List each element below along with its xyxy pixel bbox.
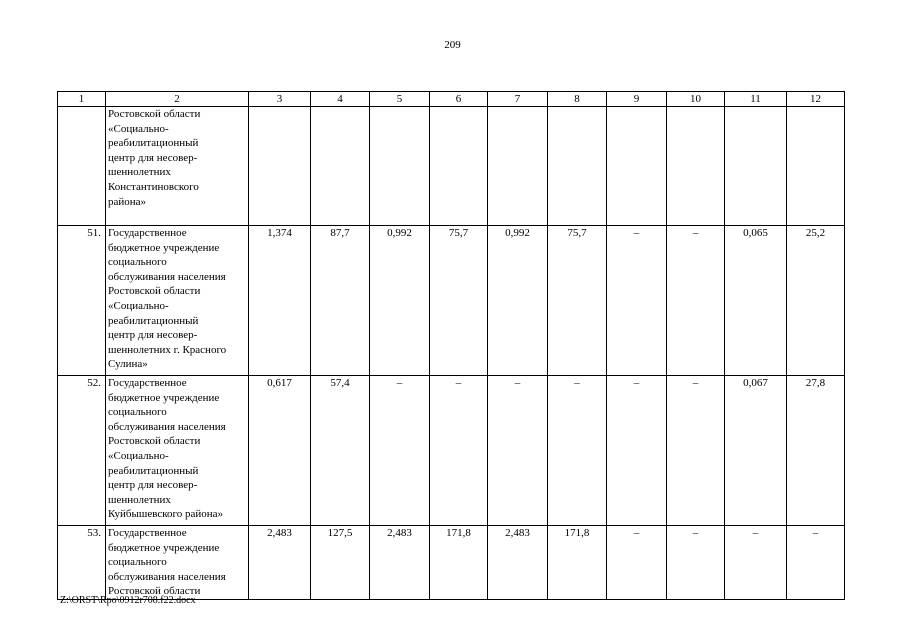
row-number: 53. — [58, 526, 106, 600]
value-cell: 27,8 — [787, 376, 845, 526]
value-cell: – — [488, 376, 548, 526]
value-cell: 87,7 — [311, 226, 370, 376]
value-cell — [488, 107, 548, 226]
institution-name: Государственное бюджетное учреждение социального обслуживания населения Ростовской области — [106, 526, 249, 600]
header-cell: 6 — [430, 92, 488, 107]
value-cell: 75,7 — [548, 226, 607, 376]
value-cell — [548, 107, 607, 226]
value-cell: – — [430, 376, 488, 526]
header-cell: 12 — [787, 92, 845, 107]
value-cell: – — [667, 526, 725, 600]
value-cell: 0,065 — [725, 226, 787, 376]
header-cell: 10 — [667, 92, 725, 107]
value-cell: 171,8 — [548, 526, 607, 600]
value-cell: 2,483 — [488, 526, 548, 600]
table-row — [58, 376, 845, 526]
value-cell: 75,7 — [430, 226, 488, 376]
value-cell: 0,992 — [370, 226, 430, 376]
file-path-footer: Z:\ORST\Rpo\0912r708.f22.docx — [60, 595, 196, 606]
value-cell — [607, 107, 667, 226]
value-cell: – — [607, 526, 667, 600]
value-cell — [370, 107, 430, 226]
value-cell: 1,374 — [249, 226, 311, 376]
value-cell: 57,4 — [311, 376, 370, 526]
header-cell: 5 — [370, 92, 430, 107]
row-number — [58, 107, 106, 226]
institution-name: Государственное бюджетное учреждение социального обслуживания населения Ростовской области «Социально- реабилитационный центр для несовер- шеннолетних Куйбышевского района» — [106, 376, 249, 526]
header-cell: 3 — [249, 92, 311, 107]
table-row — [58, 107, 845, 226]
value-cell — [430, 107, 488, 226]
row-number: 52. — [58, 376, 106, 526]
value-cell: – — [725, 526, 787, 600]
data-table — [57, 91, 845, 600]
value-cell: – — [548, 376, 607, 526]
column-number-row — [58, 92, 845, 107]
header-cell: 8 — [548, 92, 607, 107]
value-cell: – — [370, 376, 430, 526]
header-cell: 2 — [106, 92, 249, 107]
value-cell: – — [607, 226, 667, 376]
page-number: 209 — [444, 39, 461, 51]
value-cell: – — [787, 526, 845, 600]
value-cell — [725, 107, 787, 226]
value-cell — [311, 107, 370, 226]
header-cell: 4 — [311, 92, 370, 107]
value-cell: 0,067 — [725, 376, 787, 526]
table-row — [58, 526, 845, 600]
value-cell: 0,617 — [249, 376, 311, 526]
value-cell — [787, 107, 845, 226]
value-cell: 2,483 — [249, 526, 311, 600]
value-cell: – — [667, 376, 725, 526]
value-cell: – — [667, 226, 725, 376]
header-cell: 1 — [58, 92, 106, 107]
value-cell: 171,8 — [430, 526, 488, 600]
header-cell: 11 — [725, 92, 787, 107]
value-cell: 25,2 — [787, 226, 845, 376]
table-row — [58, 226, 845, 376]
row-number: 51. — [58, 226, 106, 376]
header-cell: 9 — [607, 92, 667, 107]
header-cell: 7 — [488, 92, 548, 107]
institution-name: Государственное бюджетное учреждение социального обслуживания населения Ростовской области «Социально- реабилитационный центр для несовер- шеннолетних г. Красного Сулина» — [106, 226, 249, 376]
value-cell: 0,992 — [488, 226, 548, 376]
value-cell — [667, 107, 725, 226]
value-cell: 2,483 — [370, 526, 430, 600]
institution-name: Ростовской области «Социально- реабилитационный центр для несовер- шеннолетних Константиновского района» — [106, 107, 249, 226]
value-cell — [249, 107, 311, 226]
value-cell: 127,5 — [311, 526, 370, 600]
value-cell: – — [607, 376, 667, 526]
